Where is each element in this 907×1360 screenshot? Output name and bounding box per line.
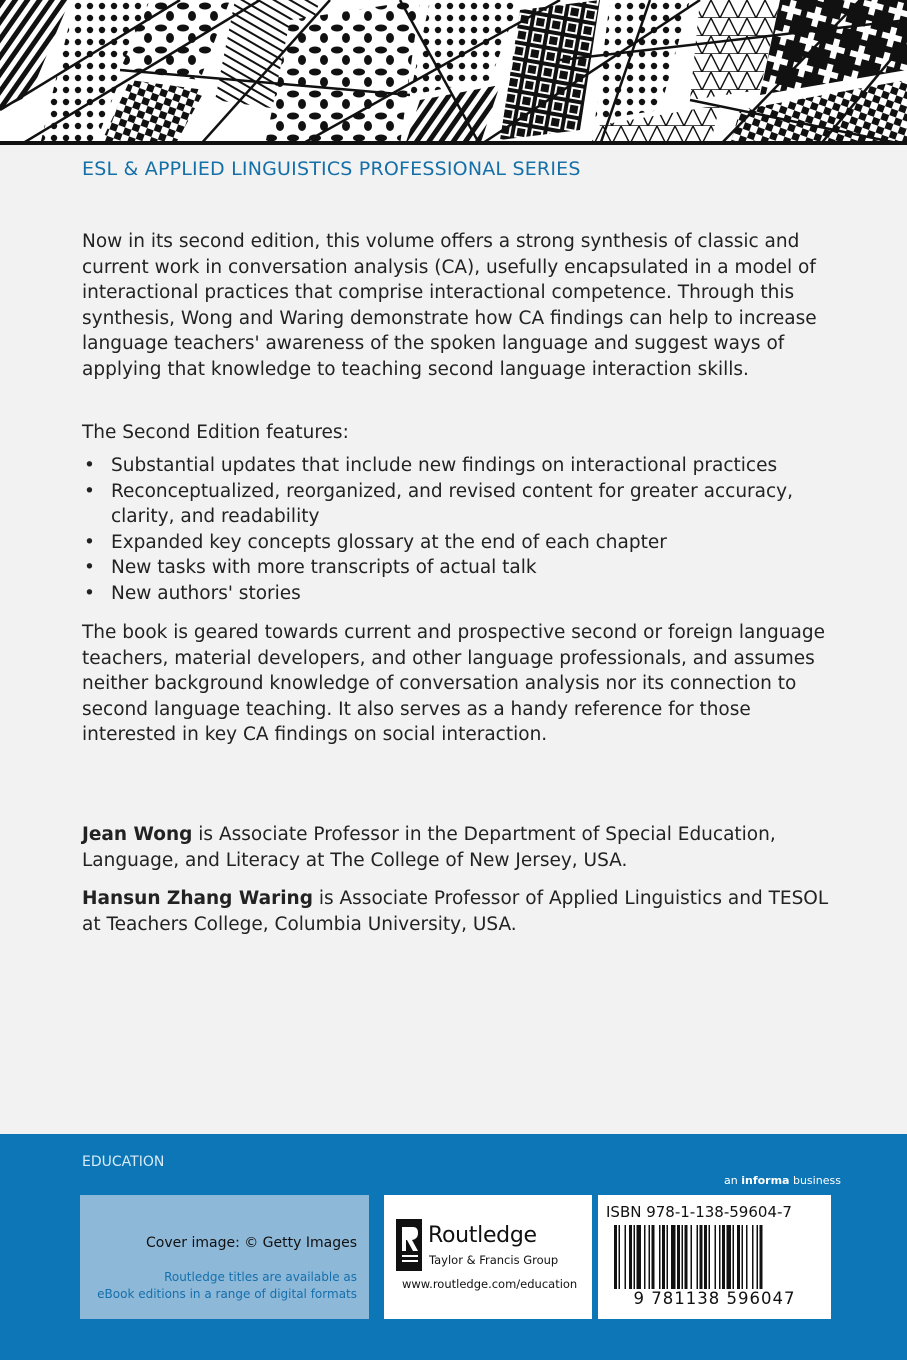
- geometric-pattern-graphic: [0, 0, 907, 145]
- intro-paragraph: Now in its second edition, this volume offers a strong synthesis of classic and current work in conversation analysis (CA), usefully encapsulated in a model of interactional practices that comprise interactional competence. Through this synthesis, Wong and Waring demonstrate how CA findings can help to increase language teachers' awareness of the spoken language and suggest ways of applying that knowledge to teaching second language interaction skills.: [82, 231, 817, 380]
- features-heading: The Second Edition features:: [82, 422, 349, 443]
- bullet-icon: •: [84, 455, 95, 476]
- list-item: • Substantial updates that include new findings on interactional practices: [82, 453, 842, 479]
- author-bio-text: is Associate Professor of Applied Linguistics and TESOL at Teachers College, Columbia University, USA.: [82, 888, 829, 935]
- informa-tagline: an informa business: [724, 1174, 841, 1187]
- bullet-icon: •: [84, 480, 95, 502]
- ebook-availability-note: Routledge titles are available as eBook editions in a range of digital formats: [97, 1270, 357, 1301]
- barcode-icon: [614, 1225, 816, 1289]
- list-item: • New tasks with more transcripts of actual talk: [82, 555, 842, 581]
- bullet-icon: •: [84, 531, 95, 553]
- cover-pattern-banner: [0, 0, 907, 145]
- publisher-name: Routledge: [428, 1223, 537, 1248]
- publisher-panel: [384, 1195, 592, 1319]
- subject-category: EDUCATION: [82, 1154, 165, 1170]
- list-item: • Reconceptualized, reorganized, and revised content for greater accuracy, clarity, and readability: [84, 480, 793, 527]
- series-title: ESL & APPLIED LINGUISTICS PROFESSIONAL SERIES: [82, 158, 581, 180]
- audience-paragraph: The book is geared towards current and prospective second or foreign language teachers, material developers, and other language professionals, and assumes neither background knowledge of conversation analysis nor its connection to second language teaching. It also serves as a handy reference for those interested in key CA findings on social interaction.: [82, 622, 825, 745]
- isbn-number: ISBN 978-1-138-59604-7: [606, 1203, 792, 1221]
- author-bio-waring: [82, 886, 842, 937]
- features-list: [82, 453, 842, 606]
- author-bio-text: is Associate Professor in the Department of Special Education, Language, and Literacy at The College of New Jersey, USA.: [82, 824, 776, 871]
- routledge-logo-icon: [396, 1219, 422, 1271]
- publisher-url: www.routledge.com/education: [402, 1277, 578, 1291]
- publisher-group: Taylor & Francis Group: [429, 1253, 559, 1267]
- barcode-digits: 9 781138 596047: [633, 1289, 796, 1308]
- bullet-icon: •: [84, 557, 95, 578]
- list-item: • Expanded key concepts glossary at the end of each chapter: [82, 530, 842, 556]
- list-item: • New authors' stories: [82, 581, 842, 607]
- bullet-icon: •: [84, 582, 95, 604]
- author-name: Jean Wong: [82, 824, 193, 845]
- isbn-panel: [598, 1195, 831, 1319]
- cover-image-credit: Cover image: © Getty Images: [146, 1235, 357, 1251]
- author-bio-wong: [82, 822, 842, 873]
- cover-credit-panel: [80, 1195, 369, 1319]
- author-name: Hansun Zhang Waring: [82, 888, 313, 909]
